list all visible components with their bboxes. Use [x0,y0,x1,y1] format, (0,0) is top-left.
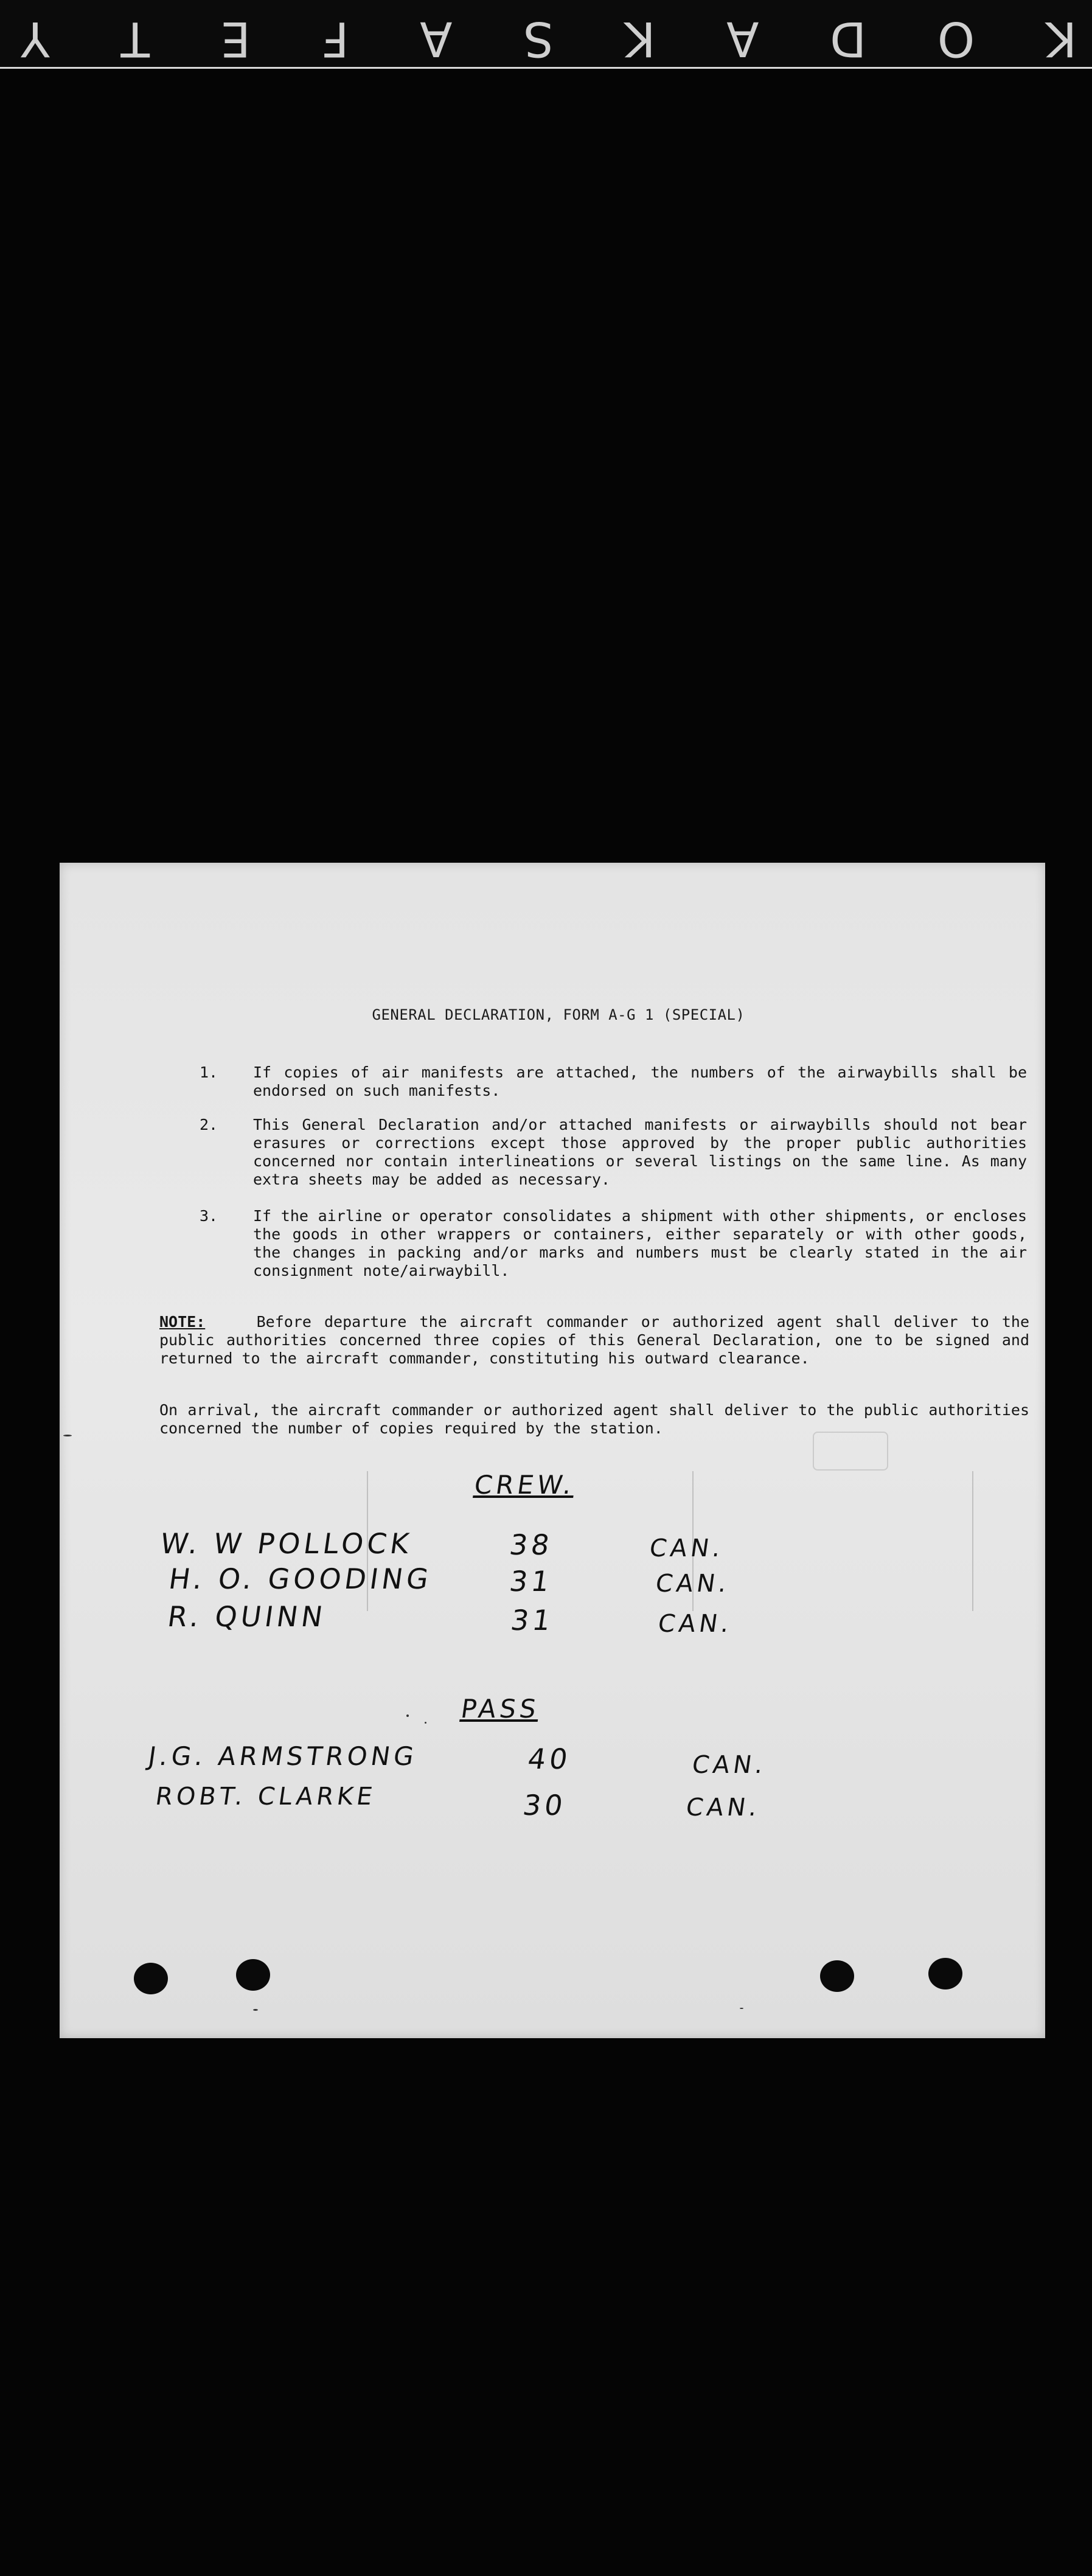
edge-letter: T [118,11,150,66]
passenger-age: 30 [521,1789,569,1822]
item-text: If the airline or operator consolidates a shipment with other shipments, or encloses the goods in other wrappers or containers, either separately or with other goods, the changes in packing and/or marks and numbers must be clearly stated in the air consignment note/airwaybill. [253,1207,1027,1279]
edge-letter: K [622,11,656,66]
item-number: 3. [200,1207,218,1225]
item-text: If copies of air manifests are attached, the numbers of the airwaybills shall be endorsed on such manifests. [253,1063,1027,1099]
passenger-name: ROBT. CLARKE [153,1783,378,1811]
ink-speck [63,1435,72,1436]
crew-heading: CREW. [472,1470,577,1500]
item-text: This General Declaration and/or attached manifests or airwaybills should not bear erasures or corrections except those approved by the proper public authorities concerned nor contain interlineations or several listings on the same line. As many extra sheets may be added as necessary. [253,1116,1027,1188]
edge-letter: E [218,11,251,66]
passenger-nationality: CAN. [690,1751,769,1779]
crew-name: W. W POLLOCK [158,1527,415,1560]
crew-age: 31 [509,1604,557,1637]
crew-name: H. O. GOODING [167,1562,434,1595]
instruction-item-1 [200,1063,1027,1100]
ink-speck [253,2009,258,2011]
crew-nationality: CAN. [653,1570,732,1598]
faint-rule [972,1471,973,1611]
edge-letter: S [521,11,554,66]
instruction-item-3 [200,1207,1027,1280]
faint-stamp [813,1432,888,1471]
crew-name: R. QUINN [165,1600,329,1633]
note-paragraph [159,1313,1029,1368]
ink-speck [425,1722,426,1724]
ink-speck [406,1714,409,1717]
crew-age: 31 [507,1565,555,1598]
edge-letter: D [827,11,867,66]
edge-letter: A [724,11,759,66]
item-number: 1. [200,1063,218,1081]
edge-letter: A [417,11,453,66]
passenger-name: J.G. ARMSTRONG [146,1741,420,1771]
note-label: NOTE: [159,1313,206,1331]
passenger-nationality: CAN. [684,1794,763,1822]
punch-hole [820,1960,854,1992]
crew-age: 38 [507,1528,555,1561]
edge-letter: K [1043,11,1077,66]
document-sheet [60,863,1045,2038]
edge-letter: F [319,11,349,66]
arrival-paragraph: On arrival, the aircraft commander or authorized agent shall deliver to the public authorities concerned the number of copies required by the station. [159,1401,1029,1437]
note-text: Before departure the aircraft commander or authorized agent shall deliver to the public authorities concerned three copies of this General Declaration, one to be signed and returned to the aircraft commander, constituting his outward clearance. [159,1313,1029,1367]
crew-nationality: CAN. [647,1534,726,1562]
punch-hole [236,1959,270,1991]
film-edge-strip [0,0,1092,69]
passenger-age: 40 [526,1742,574,1775]
passenger-heading: PASS [459,1694,542,1724]
edge-letter: Y [18,11,50,66]
edge-letter: O [934,11,975,66]
instruction-item-2 [200,1116,1027,1189]
item-number: 2. [200,1116,218,1133]
punch-hole [928,1958,962,1989]
document-title: GENERAL DECLARATION, FORM A-G 1 (SPECIAL) [372,1006,745,1023]
ink-speck [740,2008,743,2009]
crew-nationality: CAN. [656,1610,735,1638]
punch-hole [134,1963,168,1994]
film-edge-markings [18,11,1077,66]
